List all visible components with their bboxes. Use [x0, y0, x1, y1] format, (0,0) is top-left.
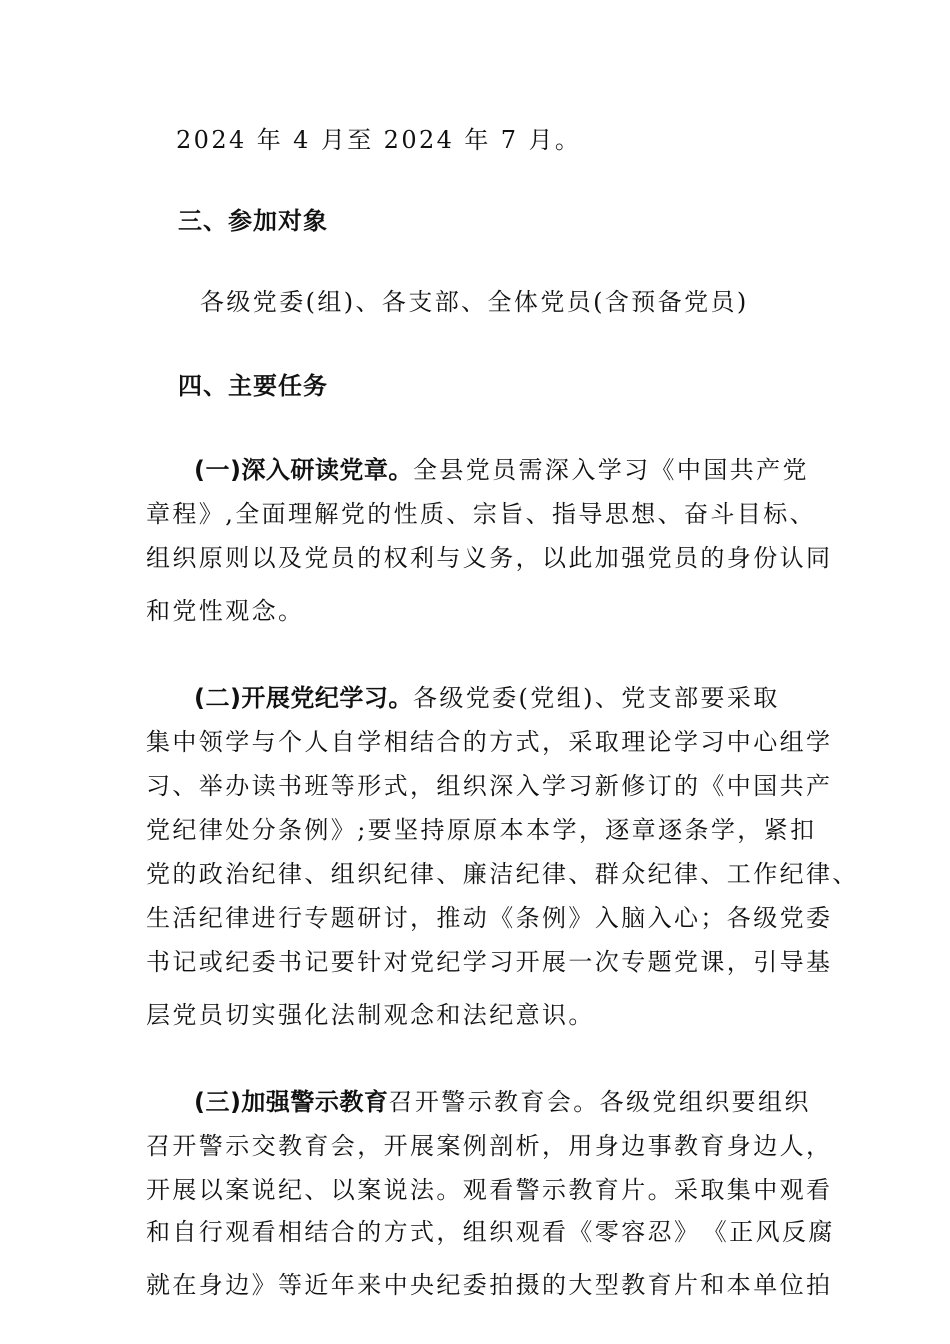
task-3-title: (三)加强警示教育 [194, 1088, 389, 1116]
section-heading-participants: 三、参加对象 [178, 207, 328, 235]
section-heading-main-tasks: 四、主要任务 [178, 372, 328, 400]
paragraph-line: 党的政治纪律、组织纪律、廉洁纪律、群众纪律、工作纪律、 [146, 860, 859, 888]
paragraph-line: 党纪律处分条例》;要坚持原原本本学，逐章逐条学，紧扣 [146, 816, 817, 844]
paragraph-line: 召开警示交教育会，开展案例剖析，用身边事教育身边人， [146, 1132, 833, 1160]
paragraph-line: 集中领学与个人自学相结合的方式，采取理论学习中心组学 [146, 728, 833, 756]
paragraph-line: 习、举办读书班等形式，组织深入学习新修订的《中国共产 [146, 772, 833, 800]
schedule-text: 2024 年 4 月至 2024 年 7 月。 [176, 126, 582, 154]
paragraph-line [194, 683, 818, 713]
paragraph-line: 层党员切实强化法制观念和法纪意识。 [146, 1001, 595, 1029]
paragraph-line: 就在身边》等近年来中央纪委拍摄的大型教育片和本单位拍 [146, 1271, 833, 1299]
paragraph-line: 章程》,全面理解党的性质、宗旨、指导思想、奋斗目标、 [146, 500, 817, 528]
paragraph-line: 生活纪律进行专题研讨，推动《条例》入脑入心；各级党委 [146, 904, 833, 932]
paragraph-line: 和自行观看相结合的方式，组织观看《零容忍》 《正风反腐 [146, 1218, 835, 1246]
paragraph-line [194, 455, 818, 485]
paragraph-line: 书记或纪委书记要针对党纪学习开展一次专题党课，引导基 [146, 948, 833, 976]
paragraph-line: 和党性观念。 [146, 597, 305, 625]
paragraph-line: 组织原则以及党员的权利与义务，以此加强党员的身份认同 [146, 544, 833, 572]
paragraph-text: 召开警示教育会。各级党组织要组织 [388, 1088, 811, 1116]
paragraph-line: 开展以案说纪、以案说法。观看警示教育片。采取集中观看 [146, 1176, 833, 1204]
task-2-title: (二)开展党纪学习。 [194, 684, 413, 712]
participants-text: 各级党委(组)、各支部、全体党员(含预备党员) [200, 288, 749, 316]
paragraph-line [194, 1087, 818, 1117]
task-1-title: (一)深入研读党章。 [194, 456, 413, 484]
paragraph-text: 各级党委(党组)、党支部要采取 [412, 684, 780, 712]
paragraph-text: 全县党员需深入学习《中国共产党 [412, 456, 809, 484]
